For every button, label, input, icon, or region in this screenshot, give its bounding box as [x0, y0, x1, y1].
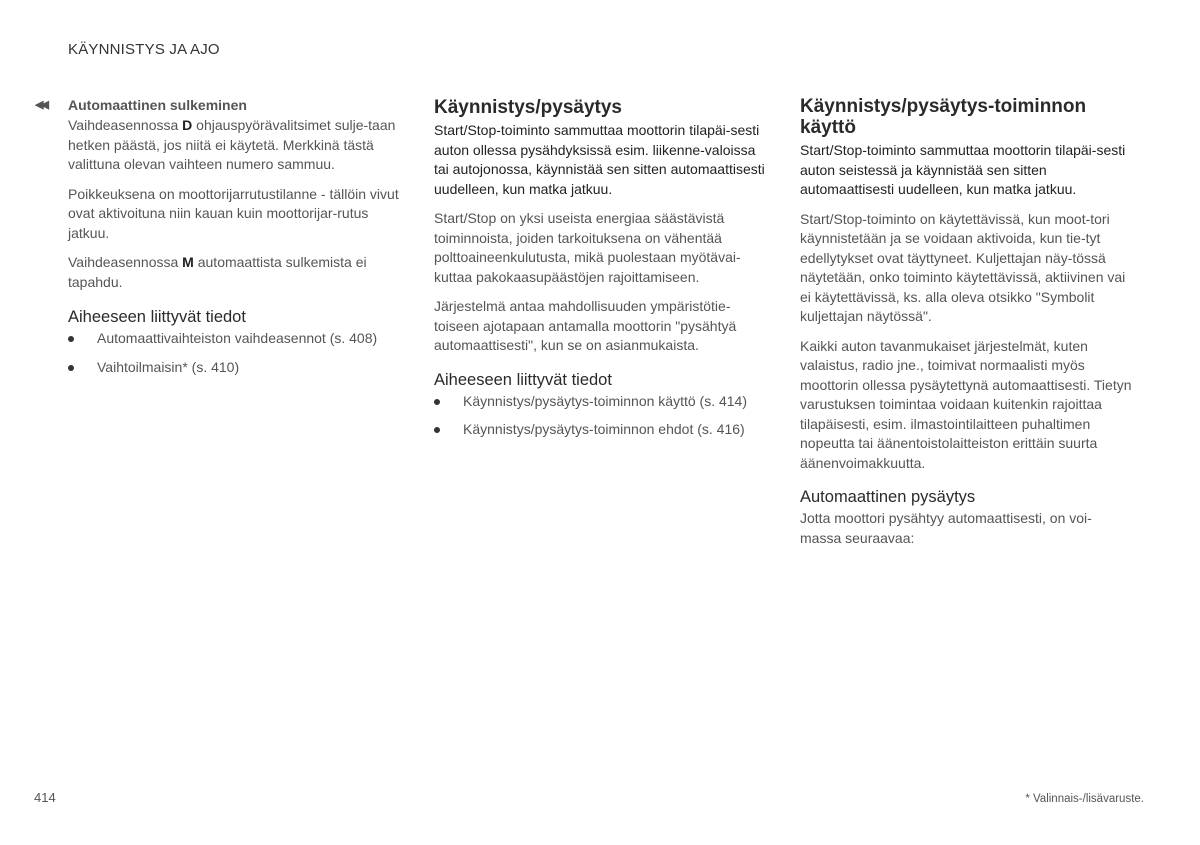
- paragraph: Vaihdeasennossa D ohjauspyörävalitsimet sulje-taan hetken päästä, jos niitä ei käytetä. Merkkinä tästä valittuna olevan vaihteen numero sammuu.: [68, 117, 396, 172]
- bullet-icon: [434, 427, 440, 433]
- paragraph: Start/Stop-toiminto on käytettävissä, kun moot-tori käynnistetään ja se voidaan aktivoida, kun tie-tyt edellytykset ovat täyttyneet. Kuljettajan näy-tössä näytetään, onko toiminto käytettävissä, aktiivinen vai ei käytettävissä, ks. alla oleva otsikko "Symbolit kuljettajan näytössä".: [800, 210, 1126, 324]
- lead-paragraph: Start/Stop-toiminto sammuttaa moottorin tilapäi-sesti auton seistessä ja käynnistää sen sitten automaattisesti uudelleen, kun matka jatkuu.: [800, 142, 1126, 197]
- bullet-icon: [434, 399, 440, 405]
- footnote: * Valinnais-/lisävaruste.: [1025, 793, 1144, 805]
- section-title: Käynnistys/pysäytys: [434, 97, 622, 118]
- related-link[interactable]: Käynnistys/pysäytys-toiminnon käyttö (s. 414): [434, 392, 766, 412]
- paragraph: Jotta moottori pysähtyy automaattisesti, on voi-massa seuraavaa:: [800, 510, 1092, 546]
- related-link[interactable]: Vaihtoilmaisin* (s. 410): [68, 358, 403, 378]
- section-header: KÄYNNISTYS JA AJO: [68, 41, 220, 58]
- page-number: 414: [34, 790, 56, 805]
- related-list: [68, 329, 403, 377]
- related-list: [434, 392, 766, 440]
- section-title: Käynnistys/pysäytys-toiminnon käyttö: [800, 96, 1087, 138]
- paragraph: Järjestelmä antaa mahdollisuuden ympäristötie-toiseen ajotapaan antamalla moottorin "pysähtyä automaattisesti", kun se on asianmukaista.: [434, 298, 737, 353]
- related-heading: Aiheeseen liittyvät tiedot: [68, 308, 246, 326]
- paragraph: Start/Stop on yksi useista energiaa säästävistä toiminnoista, joiden tarkoituksena on vähentää polttoaineenkulutusta, mikä puolestaan myötävai-kuttaa pakokaasupäästöjen rajoittamiseen.: [434, 210, 741, 285]
- related-link[interactable]: Käynnistys/pysäytys-toiminnon ehdot (s. 416): [434, 420, 766, 440]
- paragraph: Poikkeuksena on moottorijarrutustilanne - tällöin vivut ovat aktivoituna niin kauan kuin moottorijar-rutus jatkuu.: [68, 185, 399, 241]
- bullet-icon: [68, 336, 74, 342]
- column-3: [800, 96, 1132, 558]
- paragraph: Vaihdeasennossa M automaattista sulkemista ei tapahdu.: [68, 254, 367, 290]
- continued-arrows-icon: ◀◀: [35, 99, 46, 111]
- paragraph: Kaikki auton tavanmukaiset järjestelmät, kuten valaistus, radio jne., toimivat normaalisti myös moottorin ollessa pysäytettynä automaattisesti. Tietyn varustuksen toimintaa voidaan kuitenkin rajoittaa tilapäisesti, esim. ilmastointilaitteen puhaltimen nopeutta tai äänentoistolaitteiston erittäin suurta äänenvoimakkuutta.: [800, 337, 1132, 471]
- subsection-heading: Automaattinen pysäytys: [800, 488, 976, 506]
- column-2: [434, 96, 766, 449]
- lead-paragraph: Start/Stop-toiminto sammuttaa moottorin tilapäi-sesti auton ollessa pysähdyksissä esim. liikenne-valoissa tai autojonossa, käynnistää sen sitten automaattisesti uudelleen, kun matka jatkuu.: [434, 122, 765, 197]
- continued-subheading: ◀◀ Automaattinen sulkeminen: [35, 97, 247, 113]
- column-1: [35, 96, 403, 386]
- related-heading: Aiheeseen liittyvät tiedot: [434, 370, 612, 389]
- bullet-icon: [68, 365, 74, 371]
- related-link[interactable]: Automaattivaihteiston vaihdeasennot (s. 408): [68, 329, 403, 349]
